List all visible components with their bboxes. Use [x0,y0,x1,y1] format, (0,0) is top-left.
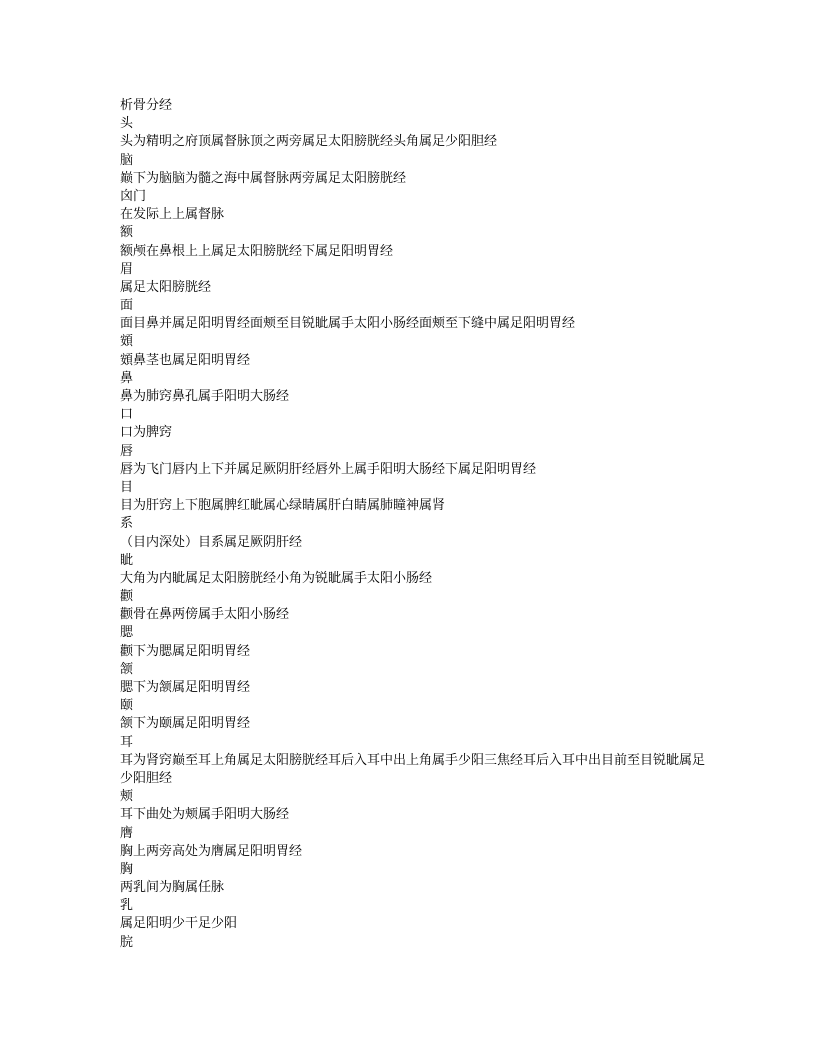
entry-term: 鼻 [120,370,134,386]
entry-text: 頞鼻茎也属足阳明胃经 [120,352,251,368]
entry-term: 口 [120,407,134,423]
entry-term: 唇 [120,443,134,459]
document-page [120,97,710,952]
entry-term: 膺 [120,825,134,841]
entry-text: （目内深处）目系属足厥阴肝经 [120,534,303,550]
entry-term: 乳 [120,898,134,914]
entry-term: 耳 [120,734,134,750]
entry-text: 胸上两旁高处为膺属足阳明胃经 [120,843,303,859]
entry-term: 系 [120,516,134,532]
entry-term: 眦 [120,552,134,568]
entry-text: 属足阳明少干足少阳 [120,916,238,932]
entry-text: 鼻为肺窍鼻孔属手阳明大肠经 [120,389,290,404]
entry-text: 目为肝窍上下胞属脾红眦属心绿睛属肝白睛属肺瞳神属肾 [120,498,446,514]
entry-term: 囟门 [120,188,147,204]
entry-text: 面目鼻并属足阳明胃经面颊至目锐眦属手太阳小肠经面颊至下缝中属足阳明胃经 [120,316,576,332]
entry-term: 颧 [120,589,134,605]
entry-term: 额 [120,225,134,241]
entry-term: 頞 [120,334,134,350]
entry-term: 面 [120,298,134,314]
entry-term: 颊 [120,789,134,805]
entry-text: 两乳间为胸属任脉 [120,880,225,896]
entry-term: 颔 [120,661,134,677]
entry-text: 耳下曲处为颊属手阳明大肠经 [120,807,290,823]
entry-text: 颔下为颐属足阳明胃经 [120,716,251,732]
entry-term: 眉 [120,261,134,277]
entry-term: 脘 [120,934,134,950]
entry-text: 唇为飞门唇内上下并属足厥阴肝经唇外上属手阳明大肠经下属足阳明胃经 [120,461,537,477]
entry-term: 胸 [120,861,134,877]
entry-text: 在发际上上属督脉 [120,207,225,223]
entry-term: 腮 [120,625,134,641]
document-heading: 析骨分经 [120,98,173,113]
entry-text: 巅下为脑脑为髓之海中属督脉两旁属足太阳膀胱经 [120,170,407,186]
entry-term: 目 [120,479,134,495]
entry-text: 额颅在鼻根上上属足太阳膀胱经下属足阳明胃经 [120,243,394,259]
entry-text: 属足太阳膀胱经 [120,279,212,295]
entry-text: 头为精明之府顶属督脉顶之两旁属足太阳膀胱经头角属足少阳胆经 [120,134,498,150]
entry-text: 口为脾窍 [120,425,173,441]
entry-text: 腮下为颔属足阳明胃经 [120,680,251,695]
entry-text: 颧下为腮属足阳明胃经 [120,643,251,659]
entry-term: 头 [120,116,134,132]
entry-term: 脑 [120,152,134,168]
entry-text: 耳为肾窍巅至耳上角属足太阳膀胱经耳后入耳中出上角属手少阳三焦经耳后入耳中出目前至目锐眦属足少阳胆经 [120,752,706,786]
entry-text: 颧骨在鼻两傍属手太阳小肠经 [120,607,290,623]
entry-term: 颐 [120,698,134,714]
entry-text: 大角为内眦属足太阳膀胱经小角为锐眦属手太阳小肠经 [120,570,433,586]
